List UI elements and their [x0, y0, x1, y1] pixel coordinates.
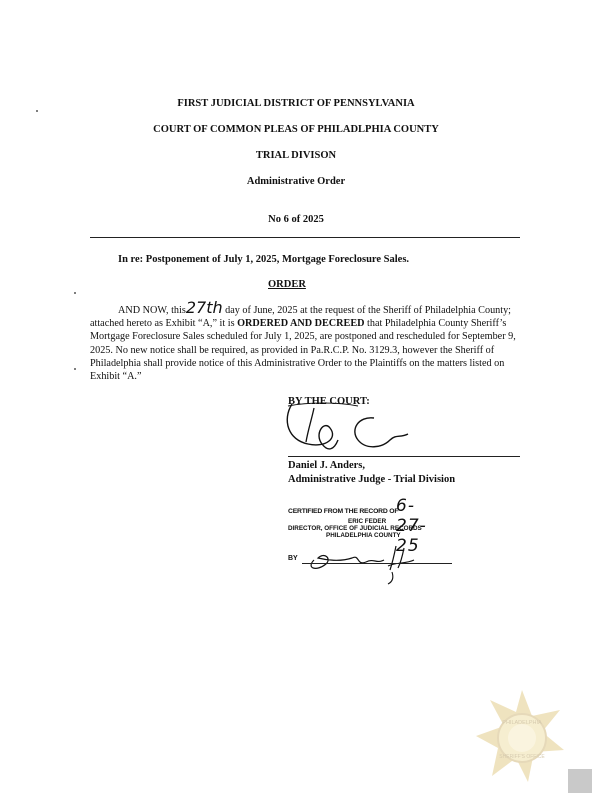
body-part-a: day of June, 2025 at the request of the Sheriff of Philadelphia County; attached hereto as Exhibit “A,” it is — [90, 305, 512, 330]
order-number: No 6 of 2025 — [268, 214, 324, 225]
judge-title: Administrative Judge - Trial Division — [288, 474, 456, 485]
subject-line: In re: Postponement of July 1, 2025, Mortgage Foreclosure Sales. — [118, 254, 410, 265]
stamp-line-4: PHILADELPHIA COUNTY — [326, 532, 401, 539]
seal-text-bottom: SHERIFF'S OFFICE — [499, 754, 545, 760]
header-divider — [90, 237, 520, 238]
stamp-date: 6-27-25 — [396, 496, 427, 556]
header-line-4: Administrative Order — [246, 176, 346, 187]
handwritten-day: 27th — [185, 298, 223, 317]
header-line-1: FIRST JUDICIAL DISTRICT OF PENNSYLVANIA — [177, 98, 415, 109]
body-start: AND NOW, this — [118, 305, 186, 316]
header-line-3: TRIAL DIVISON — [255, 150, 337, 161]
certification-stamp — [288, 496, 427, 562]
judge-signature — [278, 400, 418, 460]
stamp-line-3: DIRECTOR, OFFICE OF JUDICIAL RECORDS — [288, 525, 422, 532]
judge-name: Daniel J. Anders, — [288, 460, 366, 471]
ordered-and-decreed: ORDERED AND DECREED — [237, 318, 365, 330]
order-body — [90, 298, 530, 383]
seal-text-top: PHILADELPHIA — [502, 720, 542, 726]
body-part-b: that Philadelphia County Sheriff’s Mortgage Foreclosure Sales scheduled for July 1, 2025, are postponed and rescheduled for September 9, 2025. No new notice shall be required, as provided in Pa.R.C.P. No. 3129.3, however the Sheriff of Philadelphia shall provide notice of this Administrative Order to the Plaintiffs on the matters listed on Exhibit “A.” — [90, 318, 516, 383]
by-the-court: BY THE COURT: — [288, 396, 370, 407]
stamp-line-1: CERTIFIED FROM THE RECORD OF — [288, 508, 399, 515]
certifier-signature — [296, 538, 456, 586]
scan-dot — [36, 110, 38, 112]
sheriff-seal — [472, 688, 572, 788]
corner-marker — [568, 769, 592, 793]
certifier-signature-line — [302, 563, 452, 564]
header-line-2: COURT OF COMMON PLEAS OF PHILADLPHIA COUNTY — [153, 124, 439, 135]
stamp-line-2: ERIC FEDER — [348, 518, 387, 525]
scan-dot — [74, 368, 76, 370]
order-heading: ORDER — [268, 279, 306, 290]
scan-dot — [74, 292, 76, 294]
signature-line — [288, 456, 520, 457]
stamp-by: BY — [288, 555, 298, 562]
